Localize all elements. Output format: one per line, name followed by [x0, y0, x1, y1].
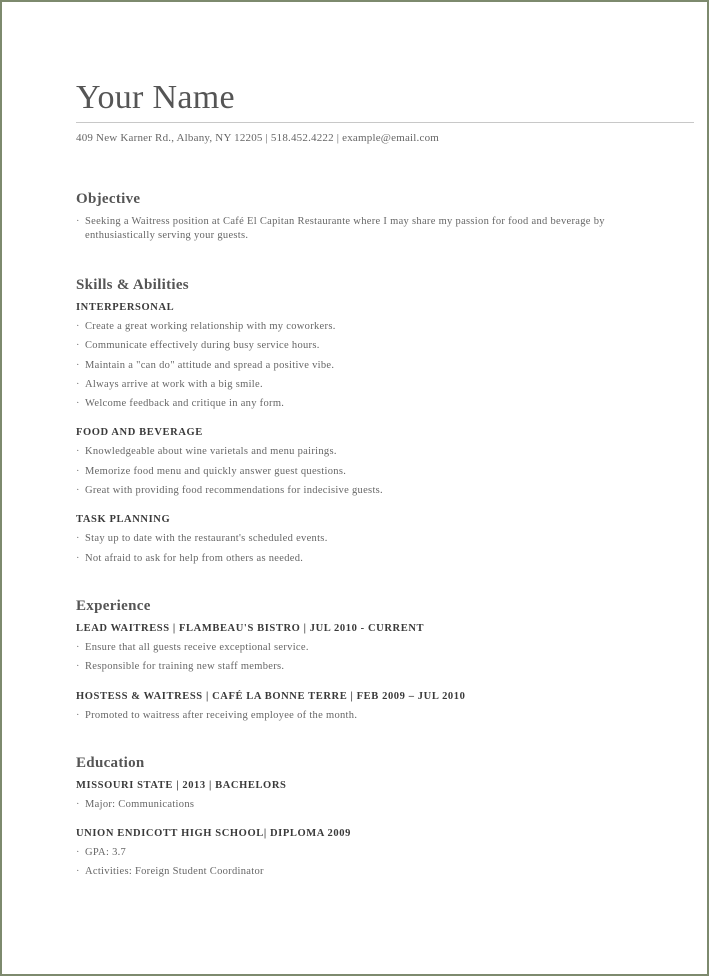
list-item: · Great with providing food recommendations for indecisive guests.	[76, 481, 694, 500]
list-item: · Seeking a Waitress position at Café El Capitan Restaurante where I may share my passion for food and beverage by enthusiastically serving your guests.	[76, 215, 676, 243]
food-beverage-list	[76, 442, 694, 500]
subheading-interpersonal: INTERPERSONAL	[76, 302, 175, 313]
list-item: · Maintain a "can do" attitude and spread a positive vibe.	[76, 356, 694, 375]
section-title-experience: Experience	[76, 597, 151, 614]
list-item: · Create a great working relationship with my coworkers.	[76, 317, 694, 336]
header-rule	[76, 122, 694, 123]
contact-line: 409 New Karner Rd., Albany, NY 12205 | 518.452.4222 | example@email.com	[76, 132, 440, 144]
section-title-objective: Objective	[76, 191, 141, 207]
list-item: · Ensure that all guests receive exceptional service.	[76, 638, 694, 657]
task-planning-list	[76, 529, 694, 568]
job-heading: HOSTESS & WAITRESS | CAFÉ LA BONNE TERRE | FEB 2009 – JUL 2010	[76, 690, 466, 702]
interpersonal-list	[76, 317, 694, 413]
school-details-list	[76, 843, 694, 882]
list-item: · Welcome feedback and critique in any form.	[76, 394, 694, 413]
list-item: · Major: Communications	[76, 795, 694, 814]
list-item: · GPA: 3.7	[76, 843, 694, 862]
objective-section	[76, 191, 694, 243]
school-heading: UNION ENDICOTT HIGH SCHOOL| DIPLOMA 2009	[76, 828, 351, 840]
list-item: · Memorize food menu and quickly answer guest questions.	[76, 462, 694, 481]
job-heading: LEAD WAITRESS | FLAMBEAU'S BISTRO | JUL 2010 - CURRENT	[76, 622, 425, 634]
list-item: · Activities: Foreign Student Coordinator	[76, 862, 694, 881]
list-item: · Stay up to date with the restaurant's scheduled events.	[76, 529, 694, 548]
subheading-task-planning: TASK PLANNING	[76, 514, 171, 526]
experience-section	[76, 598, 694, 725]
list-item: · Responsible for training new staff members.	[76, 657, 694, 676]
education-section	[76, 755, 694, 882]
list-item: · Communicate effectively during busy service hours.	[76, 336, 694, 355]
job-duties-list	[76, 638, 694, 677]
list-item: · Knowledgeable about wine varietals and menu pairings.	[76, 442, 694, 461]
job-duties-list	[76, 706, 694, 725]
section-title-education: Education	[76, 754, 145, 771]
list-item: · Promoted to waitress after receiving employee of the month.	[76, 706, 694, 725]
objective-list	[76, 215, 676, 243]
list-item: · Always arrive at work with a big smile.	[76, 375, 694, 394]
school-details-list	[76, 795, 694, 814]
subheading-food-beverage: FOOD AND BEVERAGE	[76, 427, 203, 439]
resume-page	[76, 78, 694, 882]
section-title-skills: Skills & Abilities	[76, 277, 189, 293]
list-item: · Not afraid to ask for help from others as needed.	[76, 549, 694, 568]
resume-name: Your Name	[76, 79, 235, 116]
school-heading: MISSOURI STATE | 2013 | BACHELORS	[76, 779, 287, 791]
skills-section	[76, 277, 694, 568]
